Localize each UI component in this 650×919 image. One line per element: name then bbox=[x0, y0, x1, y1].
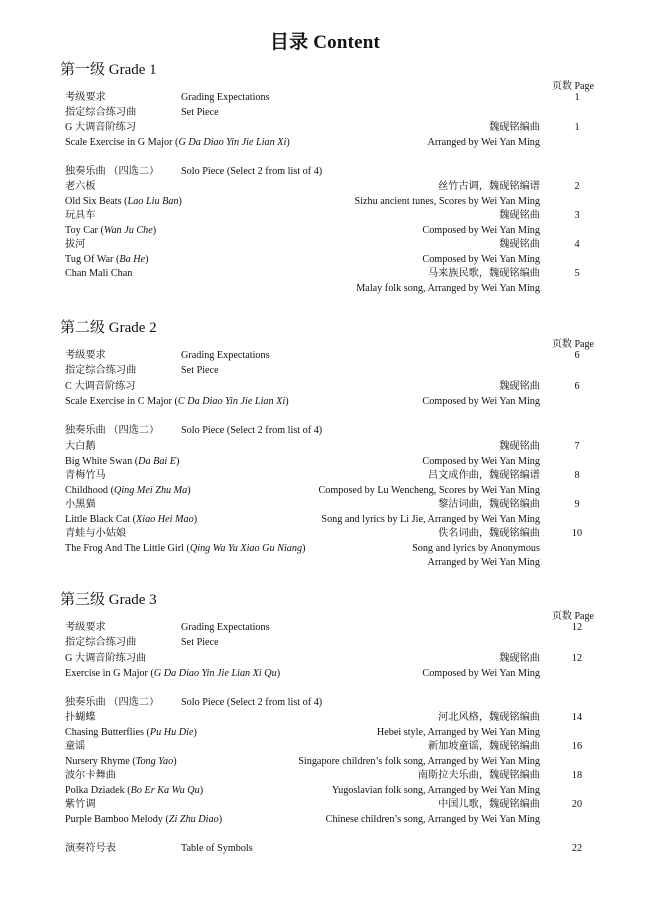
grade3-piece2-row[interactable] bbox=[0, 740, 650, 754]
grade3-piece3-credit-en: Yugoslavian folk song, Arranged by Wei Yan Ming bbox=[331, 785, 540, 796]
symbols-page: 22 bbox=[571, 843, 583, 854]
grade3-expectations-row[interactable] bbox=[0, 621, 650, 635]
grade2-piece1-page: 7 bbox=[574, 441, 580, 452]
grade3-piece3-en-row bbox=[0, 784, 650, 798]
grade1-set-piece-row bbox=[0, 106, 650, 120]
grade1-piece2-page: 3 bbox=[574, 210, 580, 221]
grade2-piece3-credit-en: Song and lyrics by Li Jie, Arranged by Wei Yan Ming bbox=[321, 514, 540, 525]
grade1-solo-en: Solo Piece (Select 2 from list of 4) bbox=[181, 166, 323, 177]
grade1-expectations-en: Grading Expectations bbox=[181, 92, 270, 103]
grade1-set-piece-cn: 指定综合练习曲 bbox=[65, 107, 137, 118]
grade3-piece3-title-en: Polka Dziadek (Bo Er Ka Wu Qu) bbox=[65, 785, 204, 796]
grade3-scale-credit-cn: 魏砚铭曲 bbox=[499, 653, 540, 664]
grade3-scale-title-cn: G 大调音阶练习曲 bbox=[65, 653, 147, 664]
grade3-piece4-row[interactable] bbox=[0, 798, 650, 812]
grade1-piece1-row[interactable] bbox=[0, 180, 650, 194]
grade1-piece1-title-cn: 老六板 bbox=[65, 181, 96, 192]
grade1-piece3-en-row bbox=[0, 253, 650, 267]
grade1-scale-row[interactable] bbox=[0, 121, 650, 135]
grade1-solo-header bbox=[0, 165, 650, 179]
grade1-set-piece-en: Set Piece bbox=[181, 107, 219, 118]
grade1-piece4-credit-cn: 马来族民歌，魏砚铭编曲 bbox=[427, 268, 540, 279]
grade1-scale-page: 1 bbox=[574, 122, 580, 133]
grade3-piece4-title-cn: 紫竹调 bbox=[65, 799, 96, 810]
grade2-set-piece-row bbox=[0, 364, 650, 378]
grade1-piece3-title-en: Tug Of War (Ba He) bbox=[65, 254, 149, 265]
grade1-piece4-en-row bbox=[0, 282, 650, 296]
grade2-piece4-credit-cn: 佚名词曲，魏砚铭编曲 bbox=[438, 528, 540, 539]
grade3-scale-page: 12 bbox=[571, 653, 583, 664]
grade2-scale-row[interactable] bbox=[0, 380, 650, 394]
grade3-piece2-credit-cn: 新加坡童谣，魏砚铭编曲 bbox=[427, 741, 540, 752]
grade3-piece1-title-cn: 扑蝴蝶 bbox=[65, 712, 96, 723]
grade1-heading: 第一级 Grade 1 bbox=[60, 62, 157, 78]
grade2-piece3-row[interactable] bbox=[0, 498, 650, 512]
grade1-piece1-title-en: Old Six Beats (Lao Liu Ban) bbox=[65, 196, 182, 207]
grade2-piece1-row[interactable] bbox=[0, 440, 650, 454]
grade3-piece1-title-en: Chasing Butterflies (Pu Hu Die) bbox=[65, 727, 197, 738]
grade2-piece4-credit-en: Song and lyrics by Anonymous bbox=[412, 543, 540, 554]
grade1-piece4-row[interactable] bbox=[0, 267, 650, 281]
grade1-piece2-credit-en: Composed by Wei Yan Ming bbox=[422, 225, 540, 236]
grade2-solo-header bbox=[0, 424, 650, 438]
grade3-piece3-row[interactable] bbox=[0, 769, 650, 783]
grade2-page-header: 页数 Page bbox=[552, 339, 594, 350]
grade1-piece1-page: 2 bbox=[574, 181, 580, 192]
grade3-piece2-title-en: Nursery Rhyme (Tong Yao) bbox=[65, 756, 177, 767]
grade2-expectations-en: Grading Expectations bbox=[181, 350, 270, 361]
grade2-piece2-page: 8 bbox=[574, 470, 580, 481]
grade2-piece1-credit-cn: 魏砚铭曲 bbox=[499, 441, 540, 452]
grade3-piece2-en-row bbox=[0, 755, 650, 769]
grade1-piece1-en-row bbox=[0, 195, 650, 209]
grade3-scale-en-row bbox=[0, 667, 650, 681]
grade1-piece2-en-row bbox=[0, 224, 650, 238]
grade1-scale-en-row bbox=[0, 136, 650, 150]
grade1-piece2-title-en: Toy Car (Wan Ju Che) bbox=[65, 225, 157, 236]
grade1-piece4-credit-en: Malay folk song, Arranged by Wei Yan Ming bbox=[356, 283, 540, 294]
grade1-piece4-title-en: Chan Mali Chan bbox=[65, 268, 133, 279]
grade1-page-header: 页数 Page bbox=[552, 81, 594, 92]
grade3-piece2-credit-en: Singapore children’s folk song, Arranged by Wei Yan Ming bbox=[298, 756, 540, 767]
grade3-piece1-credit-en: Hebei style, Arranged by Wei Yan Ming bbox=[376, 727, 540, 738]
grade2-expectations-page: 6 bbox=[574, 350, 580, 361]
grade3-piece1-en-row bbox=[0, 726, 650, 740]
grade3-piece4-credit-cn: 中国儿歌，魏砚铭编曲 bbox=[438, 799, 540, 810]
grade2-piece4-en-row2 bbox=[0, 556, 650, 570]
grade3-solo-header bbox=[0, 696, 650, 710]
grade2-solo-en: Solo Piece (Select 2 from list of 4) bbox=[181, 425, 323, 436]
grade3-piece1-page: 14 bbox=[571, 712, 583, 723]
grade3-page-header: 页数 Page bbox=[552, 611, 594, 622]
grade3-piece3-page: 18 bbox=[571, 770, 583, 781]
grade2-piece3-page: 9 bbox=[574, 499, 580, 510]
grade3-solo-cn: 独奏乐曲 （四选二） bbox=[65, 697, 160, 708]
page-title: 目录 Content bbox=[269, 32, 381, 53]
grade2-piece1-credit-en: Composed by Wei Yan Ming bbox=[422, 456, 540, 467]
grade2-scale-en-row bbox=[0, 395, 650, 409]
grade3-piece2-title-cn: 童谣 bbox=[65, 741, 86, 752]
grade2-piece2-row[interactable] bbox=[0, 469, 650, 483]
grade1-piece2-row[interactable] bbox=[0, 209, 650, 223]
grade2-piece2-credit-en: Composed by Lu Wencheng, Scores by Wei Yan Ming bbox=[318, 485, 540, 496]
grade3-piece3-title-cn: 波尔卡舞曲 bbox=[65, 770, 116, 781]
grade2-piece4-title-en: The Frog And The Little Girl (Qing Wa Yu Xiao Gu Niang) bbox=[65, 543, 306, 554]
grade3-expectations-page: 12 bbox=[571, 622, 583, 633]
grade2-solo-cn: 独奏乐曲 （四选二） bbox=[65, 425, 160, 436]
grade2-piece4-en-row bbox=[0, 542, 650, 556]
grade3-set-piece-row bbox=[0, 636, 650, 650]
grade3-piece4-title-en: Purple Bamboo Melody (Zi Zhu Diao) bbox=[65, 814, 223, 825]
grade2-scale-page: 6 bbox=[574, 381, 580, 392]
grade2-piece4-title-cn: 青蛙与小姑娘 bbox=[65, 528, 127, 539]
grade2-piece1-title-cn: 大白鹅 bbox=[65, 441, 96, 452]
grade1-scale-credit-en: Arranged by Wei Yan Ming bbox=[427, 137, 540, 148]
grade3-expectations-en: Grading Expectations bbox=[181, 622, 270, 633]
grade2-piece2-title-en: Childhood (Qing Mei Zhu Ma) bbox=[65, 485, 191, 496]
grade2-scale-title-cn: C 大调音阶练习 bbox=[65, 381, 136, 392]
grade2-piece1-en-row bbox=[0, 455, 650, 469]
grade1-piece2-title-cn: 玩具车 bbox=[65, 210, 96, 221]
grade3-solo-en: Solo Piece (Select 2 from list of 4) bbox=[181, 697, 323, 708]
grade1-solo-cn: 独奏乐曲 （四选二） bbox=[65, 166, 160, 177]
grade3-piece4-page: 20 bbox=[571, 799, 583, 810]
grade1-scale-title-en: Scale Exercise in G Major (G Da Diao Yin Jie Lian Xi) bbox=[65, 137, 290, 148]
grade3-piece1-row[interactable] bbox=[0, 711, 650, 725]
grade3-scale-credit-en: Composed by Wei Yan Ming bbox=[422, 668, 540, 679]
grade2-set-piece-en: Set Piece bbox=[181, 365, 219, 376]
grade2-expectations-row[interactable] bbox=[0, 349, 650, 363]
grade1-piece3-page: 4 bbox=[574, 239, 580, 250]
grade2-set-piece-cn: 指定综合练习曲 bbox=[65, 365, 137, 376]
grade3-piece4-en-row bbox=[0, 813, 650, 827]
grade2-piece3-title-en: Little Black Cat (Xiao Hei Mao) bbox=[65, 514, 198, 525]
grade2-scale-credit-en: Composed by Wei Yan Ming bbox=[422, 396, 540, 407]
grade1-expectations-page: 1 bbox=[574, 92, 580, 103]
grade2-heading: 第二级 Grade 2 bbox=[60, 320, 157, 336]
grade3-expectations-cn: 考级要求 bbox=[65, 622, 106, 633]
grade3-piece1-credit-cn: 河北风格，魏砚铭编曲 bbox=[438, 712, 540, 723]
grade1-expectations-row[interactable] bbox=[0, 91, 650, 105]
symbols-row[interactable] bbox=[0, 842, 650, 856]
grade3-piece2-page: 16 bbox=[571, 741, 583, 752]
grade1-piece3-row[interactable] bbox=[0, 238, 650, 252]
grade1-piece1-credit-en: Sizhu ancient tunes, Scores by Wei Yan Ming bbox=[354, 196, 540, 207]
grade3-piece3-credit-cn: 南斯拉夫乐曲，魏砚铭编曲 bbox=[417, 770, 540, 781]
grade1-scale-credit-cn: 魏砚铭编曲 bbox=[489, 122, 540, 133]
grade1-expectations-cn: 考级要求 bbox=[65, 92, 106, 103]
grade2-scale-credit-cn: 魏砚铭曲 bbox=[499, 381, 540, 392]
grade2-piece3-en-row bbox=[0, 513, 650, 527]
grade2-piece3-credit-cn: 黎洁词曲，魏砚铭编曲 bbox=[438, 499, 540, 510]
grade3-scale-title-en: Exercise in G Major (G Da Diao Yin Jie Lian Xi Qu) bbox=[65, 668, 281, 679]
grade1-piece3-credit-en: Composed by Wei Yan Ming bbox=[422, 254, 540, 265]
grade1-piece2-credit-cn: 魏砚铭曲 bbox=[499, 210, 540, 221]
grade1-piece1-credit-cn: 丝竹古调，魏砚铭编谱 bbox=[438, 181, 540, 192]
grade2-piece4-page: 10 bbox=[571, 528, 583, 539]
grade2-scale-title-en: Scale Exercise in C Major (C Da Diao Yin Jie Lian Xi) bbox=[65, 396, 289, 407]
grade1-scale-title-cn: G 大调音阶练习 bbox=[65, 122, 137, 133]
grade3-set-piece-en: Set Piece bbox=[181, 637, 219, 648]
grade2-expectations-cn: 考级要求 bbox=[65, 350, 106, 361]
grade2-piece3-title-cn: 小黑猫 bbox=[65, 499, 96, 510]
grade3-piece4-credit-en: Chinese children’s song, Arranged by Wei Yan Ming bbox=[325, 814, 540, 825]
symbols-cn: 演奏符号表 bbox=[65, 843, 116, 854]
grade1-piece3-title-cn: 拔河 bbox=[65, 239, 86, 250]
grade2-piece4-credit-en2: Arranged by Wei Yan Ming bbox=[427, 557, 540, 568]
grade2-piece4-row[interactable] bbox=[0, 527, 650, 541]
grade3-set-piece-cn: 指定综合练习曲 bbox=[65, 637, 137, 648]
symbols-en: Table of Symbols bbox=[181, 843, 253, 854]
grade3-heading: 第三级 Grade 3 bbox=[60, 592, 157, 608]
grade2-piece2-title-cn: 青梅竹马 bbox=[65, 470, 106, 481]
grade2-piece2-en-row bbox=[0, 484, 650, 498]
grade2-piece2-credit-cn: 吕文成作曲，魏砚铭编谱 bbox=[427, 470, 540, 481]
grade1-piece3-credit-cn: 魏砚铭曲 bbox=[499, 239, 540, 250]
grade2-piece1-title-en: Big White Swan (Da Bai E) bbox=[65, 456, 180, 467]
grade1-piece4-page: 5 bbox=[574, 268, 580, 279]
grade3-scale-row[interactable] bbox=[0, 652, 650, 666]
